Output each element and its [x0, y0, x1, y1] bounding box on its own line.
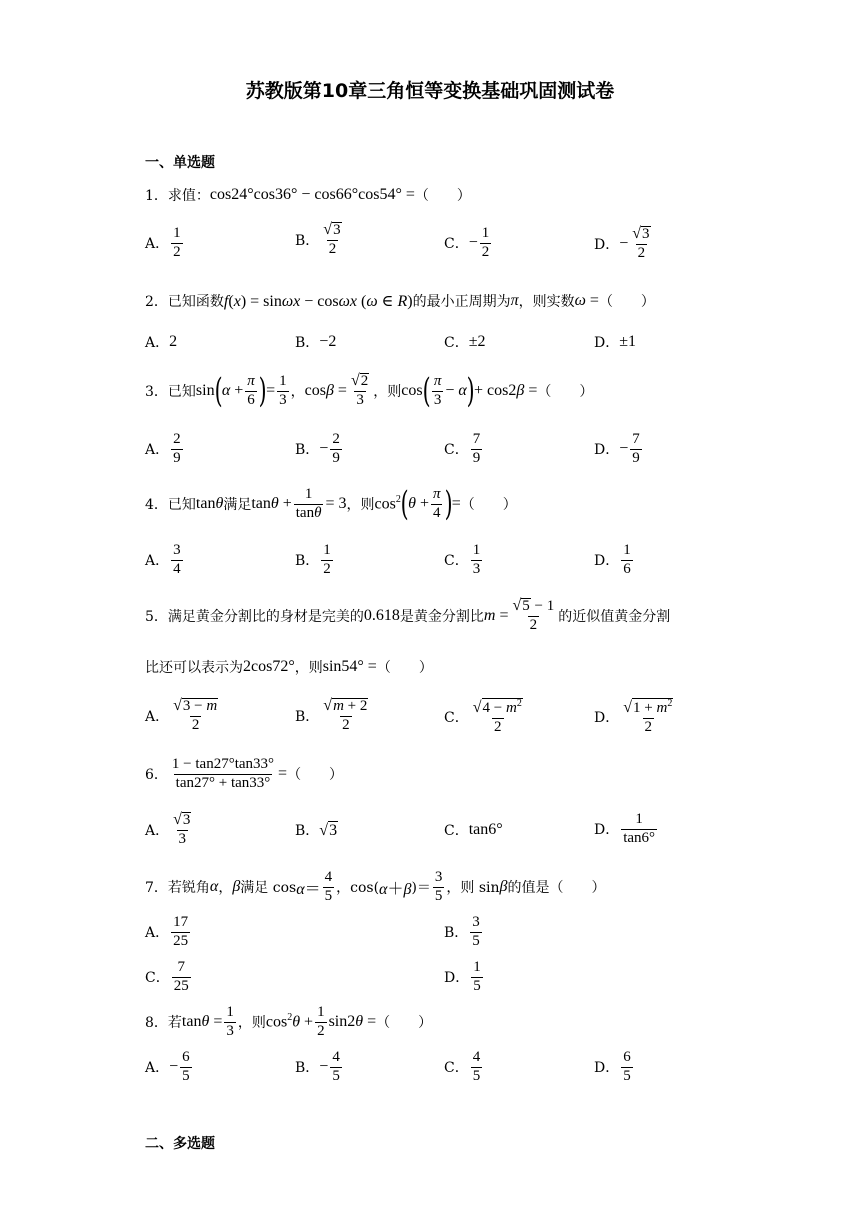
q5-option-d[interactable]: D． $\frac{√1 + m^2}{2}$ — [594, 698, 673, 735]
q4-option-d[interactable]: D． $\frac{1}{6}$ — [594, 542, 631, 577]
q3-option-a[interactable]: A． $\frac{2}{9}$ — [145, 431, 181, 466]
q3-option-c[interactable]: C． $\frac{7}{9}$ — [444, 431, 481, 466]
q7-option-a[interactable]: A． $\frac{17}{25}$ — [145, 914, 189, 949]
q7-option-c[interactable]: C． $\frac{7}{25}$ — [145, 959, 189, 994]
question-4: 4． 已知 tanθ 满足 tanθ + $\frac{1}{\tan\theta}$ = 3 ，则 $\cos^2$ ( θ + $\frac{\pi}{4}$ ) = （ ） — [145, 484, 517, 524]
q1-option-c[interactable]: C． − $\frac{1}{2}$ — [444, 225, 490, 260]
q8-option-a[interactable]: A． − $\frac{6}{5}$ — [145, 1049, 190, 1084]
page-title: 苏教版第10章三角恒等变换基础巩固测试卷 — [245, 80, 615, 102]
question-5-line-2: 比还可以表示为 2cos72° ，则 sin54° = （ ） — [145, 658, 433, 676]
q5-option-b[interactable]: B． $\frac{√m + 2}{2}$ — [295, 697, 368, 733]
q1-option-d[interactable]: D． − $\frac{√3}{2}$ — [594, 225, 650, 261]
question-1: 1． 求值： cos24°cos36° − cos66°cos54° = （ ） — [145, 186, 471, 204]
q8-option-b[interactable]: B． − $\frac{4}{5}$ — [295, 1049, 340, 1084]
q4-option-a[interactable]: A． $\frac{3}{4}$ — [145, 542, 181, 577]
question-3: 3． 已知 sin ( α + $\frac{\pi}{6}$ ) = $\frac{1}{3}$ ， cosβ = $\frac{√2}{3}$ ，则 cos ( $\frac{\pi}{3}$ − α ) + cos2β = （ ） — [145, 371, 594, 411]
q4-option-c[interactable]: C． $\frac{1}{3}$ — [444, 542, 481, 577]
q2-option-b[interactable]: B． −2 — [295, 333, 337, 351]
q6-option-b[interactable]: B． √3 — [295, 821, 338, 839]
q8-option-d[interactable]: D． $\frac{6}{5}$ — [594, 1049, 631, 1084]
section-heading-single-choice: 一、单选题 — [145, 155, 215, 171]
q2-option-d[interactable]: D． ±1 — [594, 333, 637, 351]
question-number: 1． — [145, 188, 168, 204]
question-2: 2． 已知函数 f(x) = sinωx − cosωx (ω ∈ R) 的最小正周期为 π ，则实数 ω = （ ） — [145, 292, 655, 310]
q6-option-a[interactable]: A． $\frac{√3}{3}$ — [145, 811, 191, 847]
q5-option-a[interactable]: A． $\frac{√3 - m}{2}$ — [145, 697, 218, 733]
section-heading-multiple-choice: 二、多选题 — [145, 1136, 215, 1152]
q8-option-c[interactable]: C． $\frac{4}{5}$ — [444, 1049, 481, 1084]
q3-option-d[interactable]: D． − $\frac{7}{9}$ — [594, 431, 640, 466]
q7-option-b[interactable]: B． $\frac{3}{5}$ — [444, 914, 480, 949]
question-6: 6． $\frac{1 - \tan 27^\circ\tan 33^\circ}{\tan 27^\circ + \tan 33^\circ}$ = （ ） — [145, 755, 344, 791]
q6-option-d[interactable]: D． $\frac{1}{\tan 6^\circ}$ — [594, 811, 656, 846]
question-7: 7． 若锐角 α ， β 满足 cos α＝ $\frac{4}{5}$ ，cos( α＋β )＝ $\frac{3}{5}$ ，则 sin β 的值是 （ ） — [145, 868, 606, 904]
q1-option-b[interactable]: B． $\frac{√3}{2}$ — [295, 221, 341, 257]
q1-option-a[interactable]: A． $\frac{1}{2}$ — [145, 225, 181, 260]
question-8: 8． 若 tanθ = $\frac{1}{3}$ ，则 $\cos^2\theta$ + $\frac{1}{2}$ sin2θ = （ ） — [145, 1003, 433, 1039]
q5-option-c[interactable]: C． $\frac{√4 - m^2}{2}$ — [444, 698, 522, 735]
q4-option-b[interactable]: B． $\frac{1}{2}$ — [295, 542, 331, 577]
q2-option-a[interactable]: A． 2 — [145, 333, 178, 351]
q7-option-d[interactable]: D． $\frac{1}{5}$ — [444, 959, 481, 994]
answer-bracket: （ ） — [414, 188, 471, 204]
q6-option-c[interactable]: C． tan6° — [444, 821, 503, 839]
question-5-line-1: 5． 满足黄金分割比的身材是完美的 0.618 是黄金分割比 m = $\frac{√5 - 1}{2}$ 的近似值黄金分割 — [145, 597, 671, 634]
q2-option-c[interactable]: C． ±2 — [444, 333, 486, 351]
q3-option-b[interactable]: B． − $\frac{2}{9}$ — [295, 431, 340, 466]
